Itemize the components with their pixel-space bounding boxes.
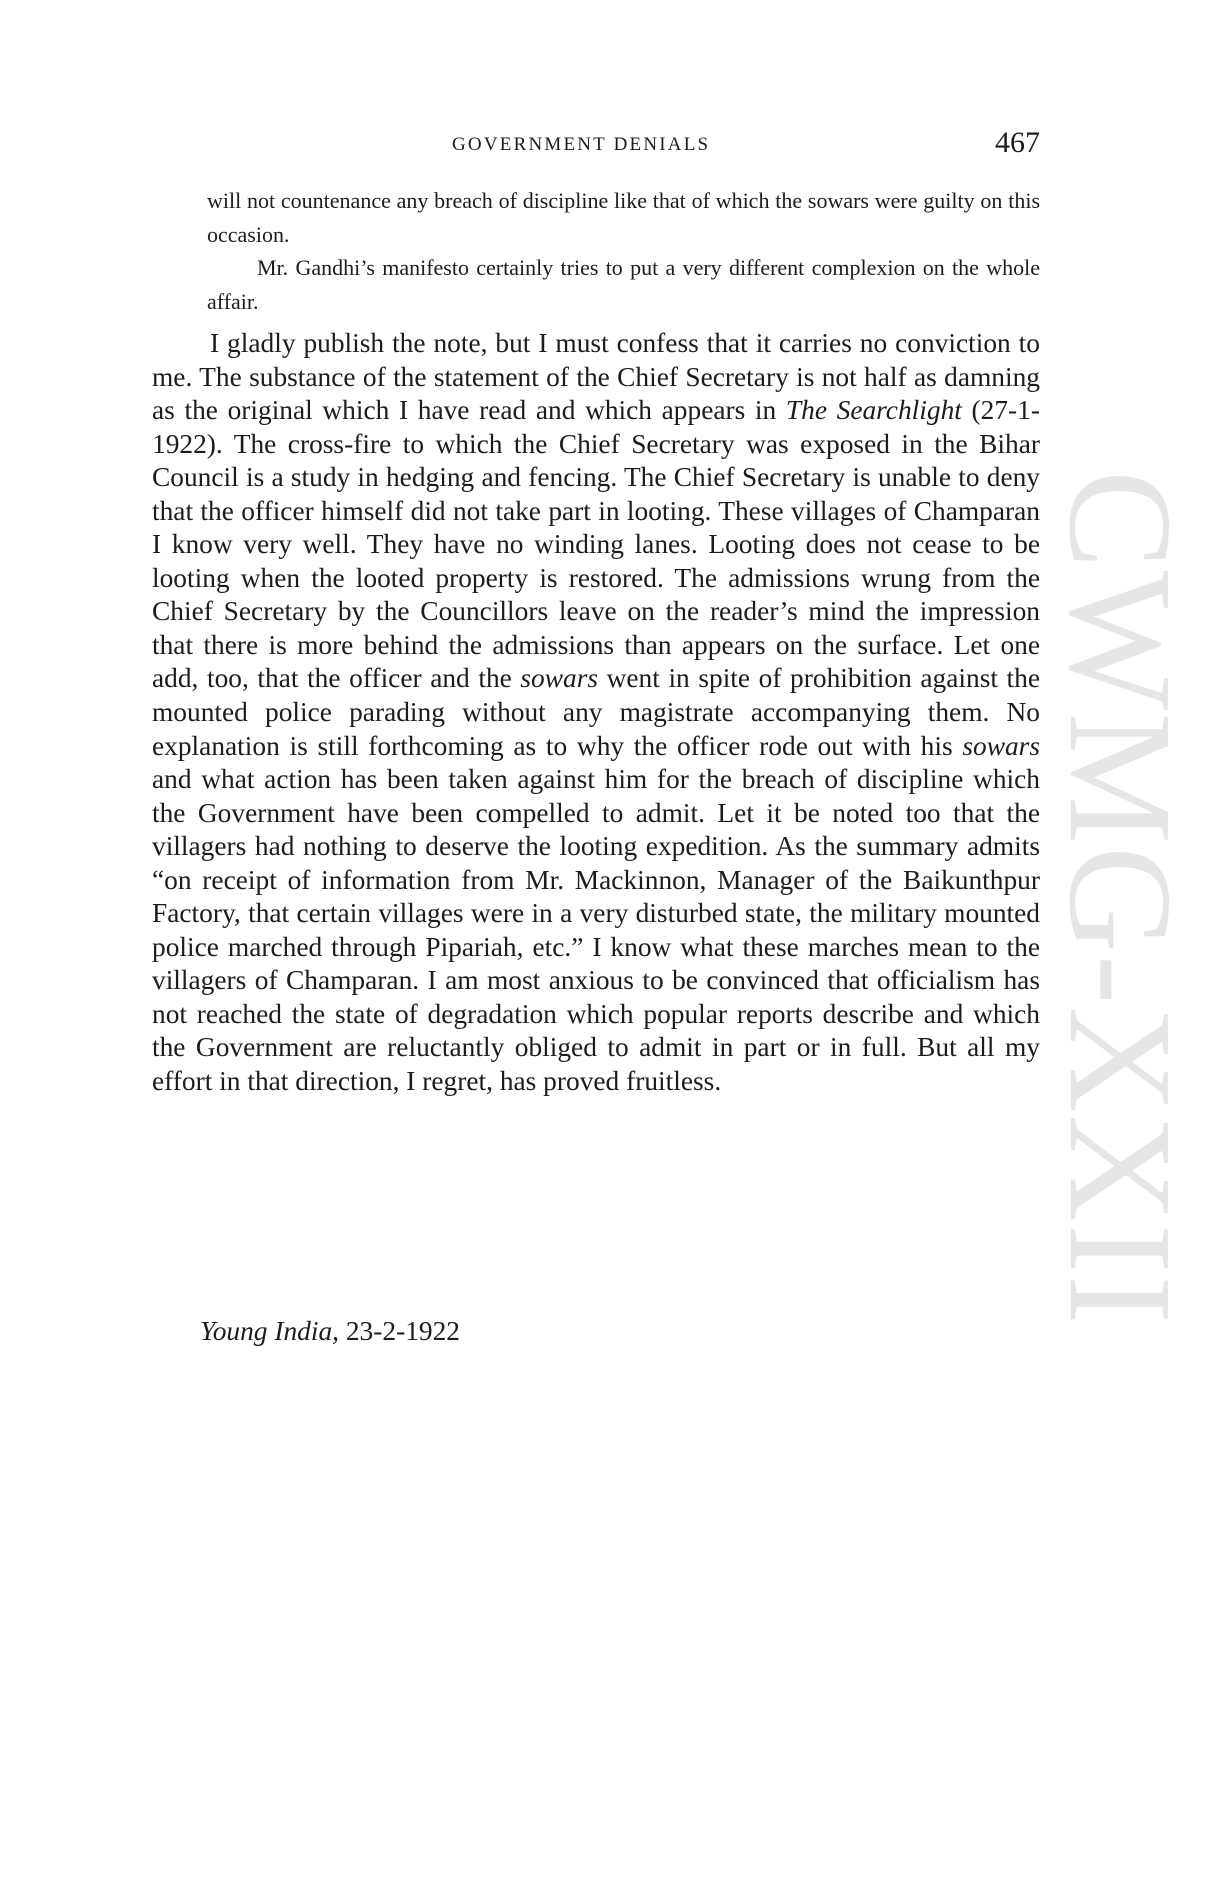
searchlight-title: The Searchlight	[785, 395, 962, 426]
sowars-term-1: sowars	[520, 663, 599, 694]
body-segment-1: I gladly publish the note, but I must confess that it carries no conviction to me. The substance of the statement of the Chief Secretary is not half as damning as the original which I have read and which appears in	[152, 328, 1040, 426]
quote-paragraph-1	[207, 184, 1040, 251]
body-paragraph	[152, 327, 1040, 1099]
quote-text-1: will not countenance any breach of discipline like that of which the sowars were guilty on this occasion.	[207, 188, 1040, 247]
running-head	[152, 126, 1040, 166]
quoted-note	[207, 184, 1040, 318]
running-title: GOVERNMENT DENIALS	[452, 134, 711, 155]
body-text	[152, 327, 1040, 1099]
quote-text-2: Mr. Gandhi’s manifesto certainly tries to put a very different complexion on the whole affair.	[207, 255, 1040, 314]
body-segment-2: (27-1-1922). The cross-fire to which the Chief Secretary was exposed in the Bihar Council is a study in hedging and fencing. The Chief Secretary is unable to deny that the officer himself did not take part in looting. These villages of Champaran I know very well. They have no winding lanes. Looting does not cease to be looting when the looted property is restored. The admissions wrung from the Chief Secretary by the Councillors leave on the reader’s mind the impression that there is more behind the admissions than appears on the surface. Let one add, too, that the officer and the	[152, 395, 1040, 694]
watermark-text: CWMG-XXII	[1038, 470, 1202, 1327]
sowars-term-2: sowars	[962, 730, 1040, 761]
source-citation	[200, 1316, 460, 1347]
page-number: 467	[995, 126, 1040, 159]
source-publication: Young India,	[200, 1316, 340, 1346]
source-date: 23-2-1922	[339, 1316, 460, 1346]
body-segment-4: and what action has been taken against him for the breach of discipline which the Government have been compelled to admit. Let it be noted too that the villagers had nothing to deserve the looting expedition. As the summary admits “on receipt of information from Mr. Mackinnon, Manager of the Baikunthpur Factory, that certain villages were in a very disturbed state, the military mounted police marched through Pipariah, etc.” I know what these marches mean to the villagers of Champaran. I am most anxious to be convinced that officialism has not reached the state of degradation which popular reports describe and which the Government are reluctantly obliged to admit in part or in full. But all my effort in that direction, I regret, has proved fruitless.	[152, 764, 1040, 1097]
quote-paragraph-2	[207, 251, 1040, 318]
body-segment-3: went in spite of prohibition against the mounted police parading without any magistrate accompanying them. No explanation is still forthcoming as to why the officer rode out with his	[152, 663, 1041, 761]
